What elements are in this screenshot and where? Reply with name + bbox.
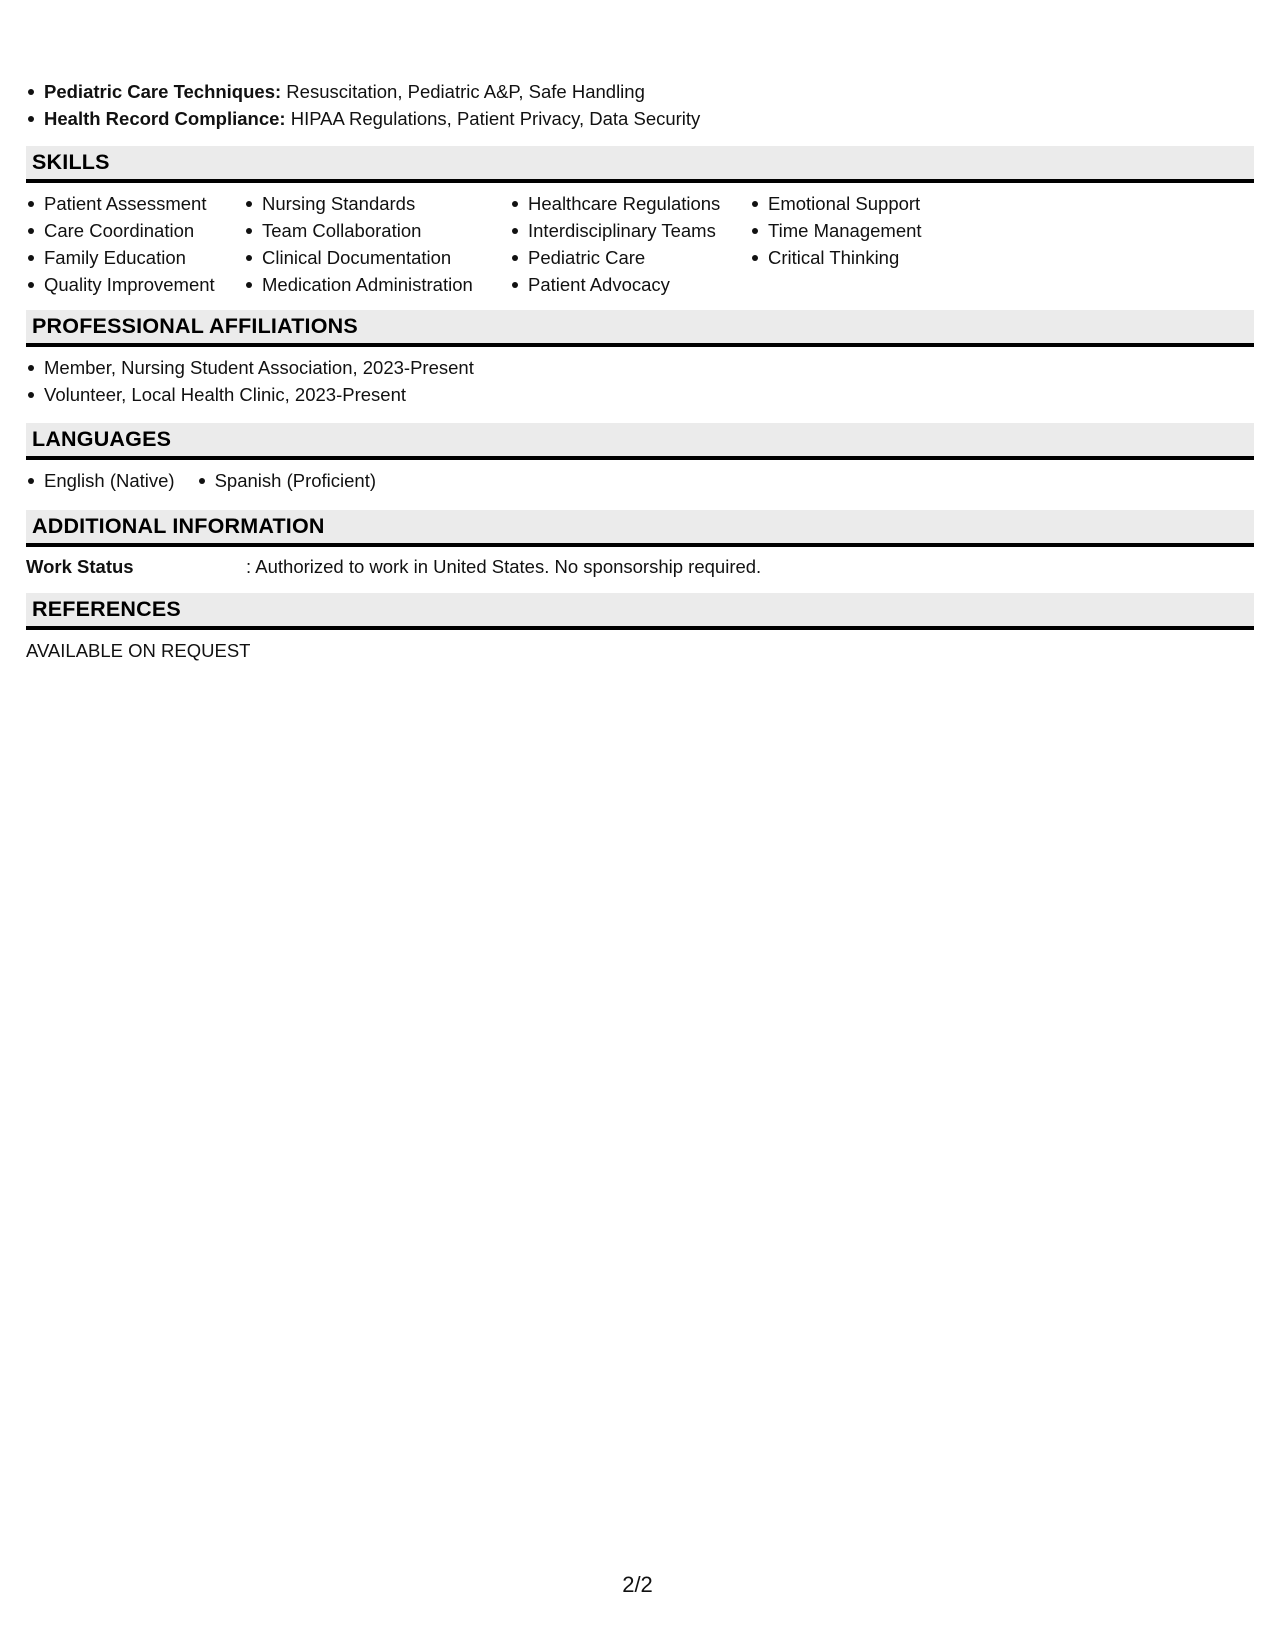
resume-page: [26, 78, 1254, 664]
skill-item: Pediatric Care: [510, 244, 750, 271]
skills-grid: [26, 190, 1254, 298]
skills-column: [510, 190, 750, 298]
language-item: English (Native): [26, 467, 175, 494]
skills-column: [750, 190, 1010, 298]
skill-item: Care Coordination: [26, 217, 244, 244]
skill-item: Time Management: [750, 217, 1010, 244]
references-text: AVAILABLE ON REQUEST: [26, 640, 251, 661]
skill-item: Interdisciplinary Teams: [510, 217, 750, 244]
work-status-row: [26, 553, 1254, 580]
skill-item: Healthcare Regulations: [510, 190, 750, 217]
languages-heading: LANGUAGES: [26, 423, 1254, 460]
skill-item: Nursing Standards: [244, 190, 510, 217]
skill-item: Clinical Documentation: [244, 244, 510, 271]
list-item: [26, 78, 1254, 105]
skills-heading: SKILLS: [26, 146, 1254, 183]
page-number: 2/2: [622, 1572, 653, 1597]
skill-item: Emotional Support: [750, 190, 1010, 217]
skill-detail-list: [26, 78, 1254, 132]
skill-item: Family Education: [26, 244, 244, 271]
affiliation-item: Volunteer, Local Health Clinic, 2023-Present: [26, 381, 1254, 408]
skill-item: Medication Administration: [244, 271, 510, 298]
skill-item: Patient Assessment: [26, 190, 244, 217]
affiliations-list: [26, 354, 1254, 408]
skills-column: [26, 190, 244, 298]
affiliation-item: Member, Nursing Student Association, 2023-Present: [26, 354, 1254, 381]
work-status-value: : Authorized to work in United States. No sponsorship required.: [246, 556, 762, 577]
item-label: Pediatric Care Techniques:: [44, 81, 282, 102]
skill-item: Patient Advocacy: [510, 271, 750, 298]
item-label: Health Record Compliance:: [44, 108, 286, 129]
item-text: HIPAA Regulations, Patient Privacy, Data Security: [290, 108, 701, 129]
skill-item: Quality Improvement: [26, 271, 244, 298]
skill-item: Critical Thinking: [750, 244, 1010, 271]
work-status-label: Work Status: [26, 556, 134, 577]
item-text: Resuscitation, Pediatric A&P, Safe Handling: [286, 81, 645, 102]
references-heading: REFERENCES: [26, 593, 1254, 630]
skills-column: [244, 190, 510, 298]
skill-item: Team Collaboration: [244, 217, 510, 244]
additional-info-heading: ADDITIONAL INFORMATION: [26, 510, 1254, 547]
list-item: [26, 105, 1254, 132]
languages-list: [26, 467, 1254, 494]
language-item: Spanish (Proficient): [197, 467, 376, 494]
affiliations-heading: PROFESSIONAL AFFILIATIONS: [26, 310, 1254, 347]
